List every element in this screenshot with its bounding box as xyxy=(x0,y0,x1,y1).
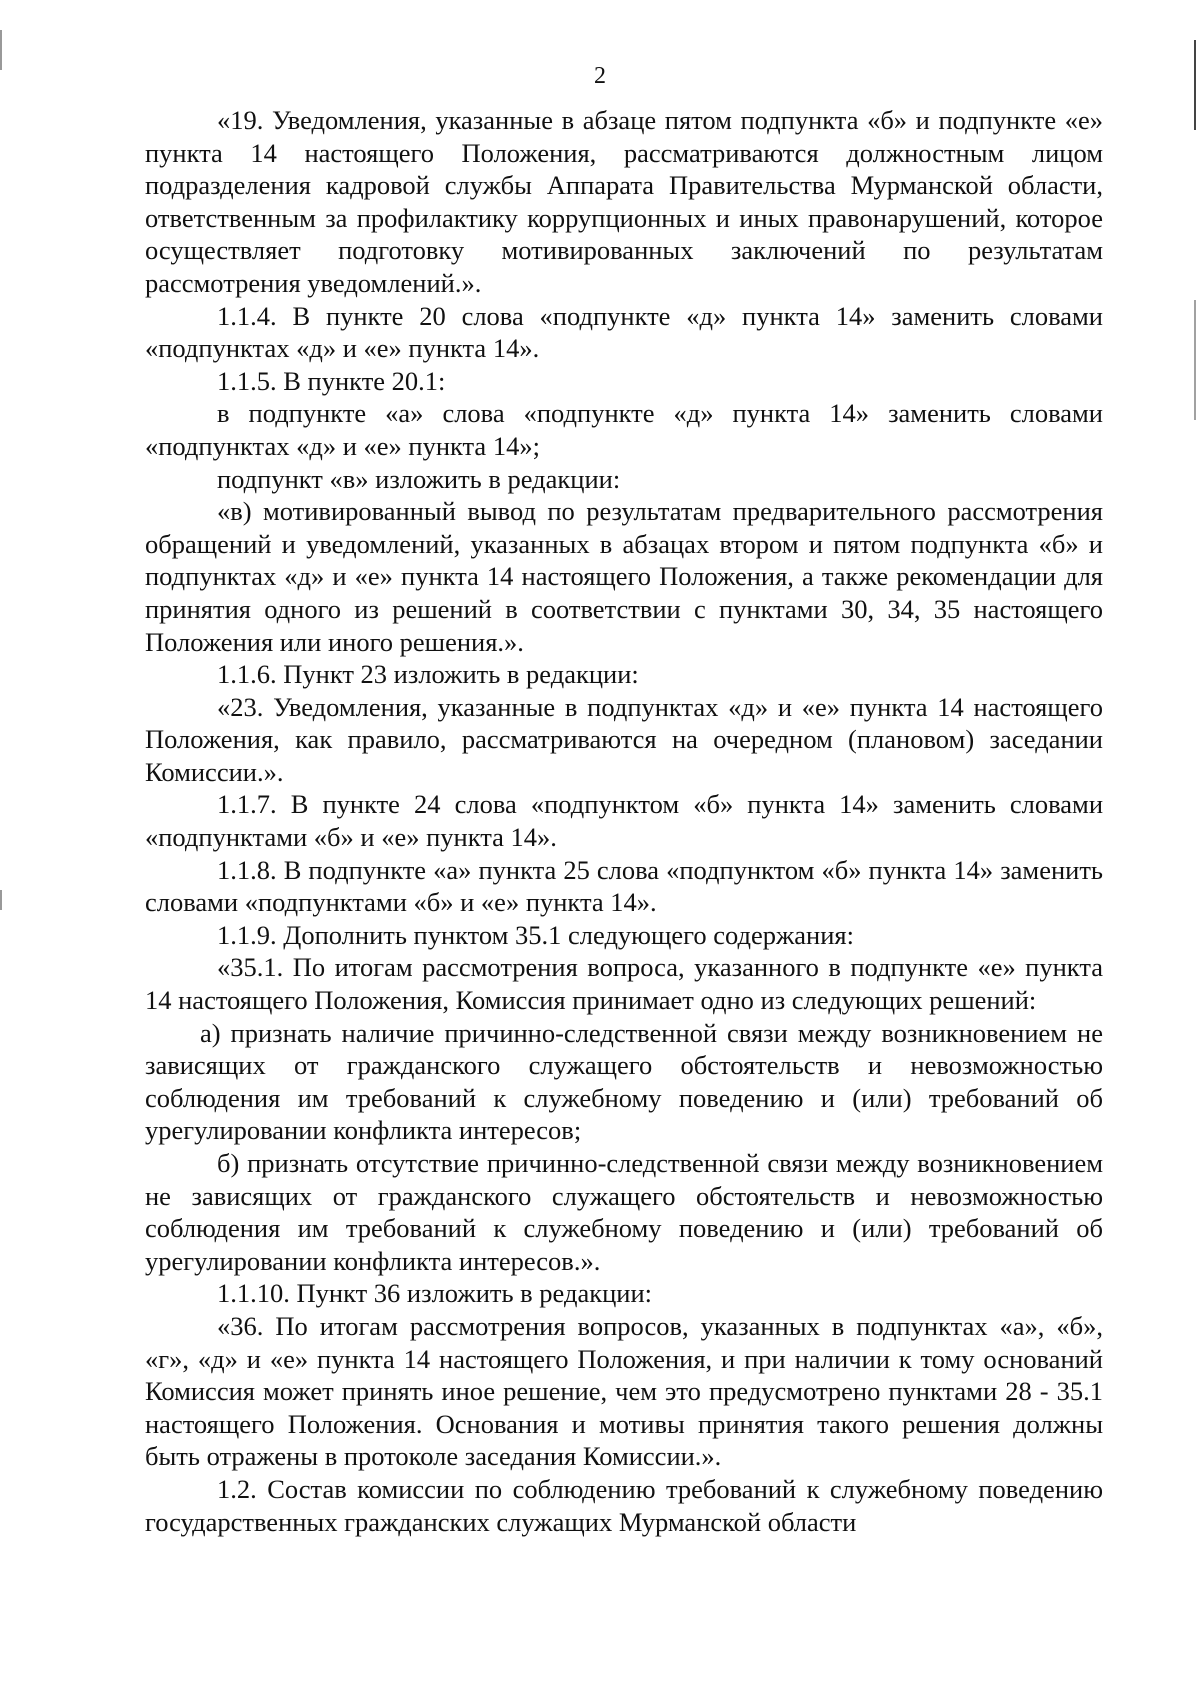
paragraph-decision-a: а) признать наличие причинно-следственной связи между возникновением не зависящих от гражданского служащего обстоятельств и невозможностью соблюдения им требований к служебному поведению и (или) требований об урегулировании конфликта интересов; xyxy=(145,1017,1103,1146)
paragraph-1-1-9: 1.1.9. Дополнить пунктом 35.1 следующего содержания: xyxy=(217,919,854,950)
paragraph-subpoint-a: в подпункте «а» слова «подпункте «д» пункта 14» заменить словами «подпунктах «д» и «е» пункта 14»; xyxy=(145,398,1103,461)
paragraph-item-19: «19. Уведомления, указанные в абзаце пятом подпункта «б» и подпункте «е» пункта 14 настоящего Положения, рассматриваются должностным лицом подразделения кадровой службы Аппарата Правительства Мурманской области, ответственным за профилактику коррупционных и иных правонарушений, которое осуществляет подготовку мотивированных заключений по результатам рассмотрения уведомлений.». xyxy=(145,105,1103,298)
paragraph-1-1-10: 1.1.10. Пункт 36 изложить в редакции: xyxy=(217,1278,652,1309)
paragraph-subpoint-v-text: «в) мотивированный вывод по результатам предварительного рассмотрения обращений и уведомлений, указанных в абзацах втором и пятом подпункта «б» и подпунктах «д» и «е» пункта 14 настоящего Положения, а также рекомендации для принятия одного из решений в соответствии с пунктами 30, 34, 35 настоящего Положения или иного решения.». xyxy=(145,496,1103,657)
paragraph-1-1-8: 1.1.8. В подпункте «а» пункта 25 слова «подпунктом «б» пункта 14» заменить словами «подпунктами «б» и «е» пункта 14». xyxy=(145,854,1103,918)
paragraph-1-1-7: 1.1.7. В пункте 24 слова «подпунктом «б» пункта 14» заменить словами «подпунктами «б» и «е» пункта 14». xyxy=(145,789,1103,853)
paragraph-1-1-6: 1.1.6. Пункт 23 изложить в редакции: xyxy=(217,659,639,690)
page-number: 2 xyxy=(594,63,606,89)
paragraph-item-36: «36. По итогам рассмотрения вопросов, указанных в подпунктах «а», «б», «г», «д» и «е» пункта 14 настоящего Положения, и при наличии к тому оснований Комиссия может принять иное решение, чем это предусмотрено пунктами 28 - 35.1 настоящего Положения. Основания и мотивы принятия такого решения должны быть отражены в протоколе заседания Комиссии.». xyxy=(145,1310,1103,1472)
scan-edge-artifact xyxy=(0,30,2,70)
paragraph-subpoint-v-intro: подпункт «в» изложить в редакции: xyxy=(217,463,621,494)
scan-edge-artifact xyxy=(0,890,2,910)
scan-edge-artifact xyxy=(1194,40,1196,130)
paragraph-1-1-5: 1.1.5. В пункте 20.1: xyxy=(217,365,446,396)
paragraph-1-1-4: 1.1.4. В пункте 20 слова «подпункте «д» пункта 14» заменить словами «подпунктах «д» и «е» пункта 14». xyxy=(145,300,1103,364)
scan-edge-artifact xyxy=(1194,300,1196,420)
paragraph-item-35-1: «35.1. По итогам рассмотрения вопроса, указанного в подпункте «е» пункта 14 настоящего Положения, Комиссия принимает одно из следующих решений: xyxy=(145,952,1103,1016)
paragraph-item-23: «23. Уведомления, указанные в подпунктах «д» и «е» пункта 14 настоящего Положения, как правило, рассматриваются на очередном (плановом) заседании Комиссии.». xyxy=(145,691,1103,787)
document-body xyxy=(145,104,1103,1538)
paragraph-decision-b: б) признать отсутствие причинно-следственной связи между возникновением не зависящих от гражданского служащего обстоятельств и невозможностью соблюдения им требований к служебному поведению и (или) требований об урегулировании конфликта интересов.». xyxy=(145,1148,1103,1276)
paragraph-1-2: 1.2. Состав комиссии по соблюдению требований к служебному поведению государственных гражданских служащих Мурманской области xyxy=(145,1473,1103,1537)
